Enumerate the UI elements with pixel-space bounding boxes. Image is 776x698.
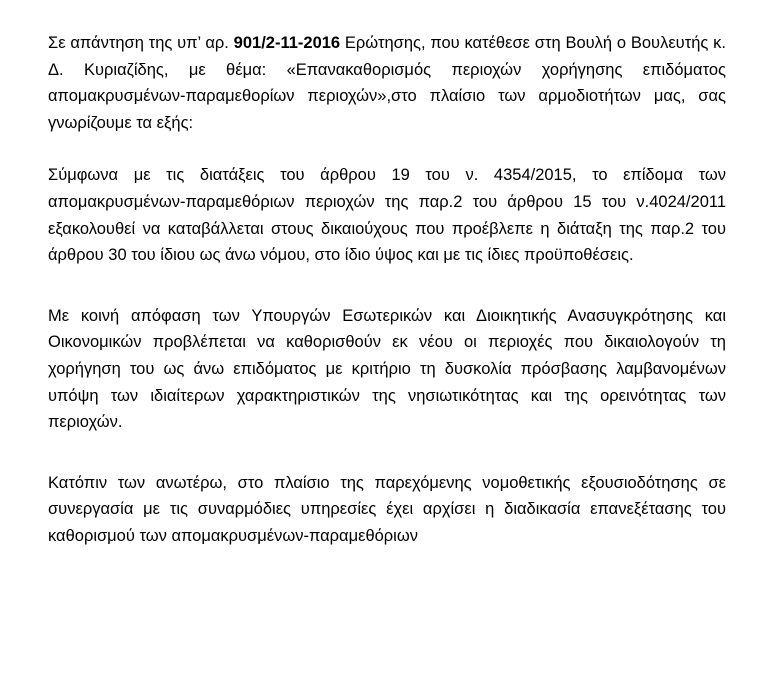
intro-text-before-ref: Σε απάντηση της υπ’ αρ.	[48, 34, 234, 52]
document-body	[48, 30, 726, 550]
question-reference-number: 901/2-11-2016	[233, 34, 341, 52]
paragraph-procedure: Κατόπιν των ανωτέρω, στο πλαίσιο της παρεχόμενης νομοθετικής εξουσιοδότησης σε συνεργασία με τις συναρμόδιες υπηρεσίες έχει αρχίσει η διαδικασία επανεξέτασης του καθορισμού των απομακρυσμένων-παραμεθόριων	[48, 473, 726, 545]
paragraph-intro	[48, 30, 726, 136]
paragraph-legal-basis: Σύμφωνα με τις διατάξεις του άρθρου 19 του ν. 4354/2015, το επίδομα των απομακρυσμένων-παραμεθόριων περιοχών της παρ.2 του άρθρου 15 του ν.4024/2011 εξακολουθεί να καταβάλλεται στους δικαιούχους που προέβλεπε η διάταξη της παρ.2 του άρθρου 30 του ίδιου ως άνω νόμου, στο ίδιο ύψος και με τις ίδιες προϋποθέσεις.	[48, 166, 726, 265]
intro-text-after-ref: Ερώτησης, που κατέθεσε στη Βουλή ο Βουλευτής κ. Δ. Κυριαζίδης, με θέμα: «Επανακαθορισμός περιοχών χορήγησης επιδόματος απομακρυσμένων-παραμεθορίων περιοχών»,στο πλαίσιο των αρμοδιοτήτων μας, σας γνωρίζουμε τα εξής:	[48, 34, 726, 132]
paragraph-joint-decision: Με κοινή απόφαση των Υπουργών Εσωτερικών και Διοικητικής Ανασυγκρότησης και Οικονομικών προβλέπεται να καθορισθούν εκ νέου οι περιοχές που δικαιολογούν τη χορήγηση του ως άνω επιδόματος με κριτήριο τη δυσκολία πρόσβασης λαμβανομένων υπόψη των ιδιαίτερων χαρακτηριστικών της νησιωτικότητας και της ορεινότητας των περιοχών.	[48, 306, 726, 432]
